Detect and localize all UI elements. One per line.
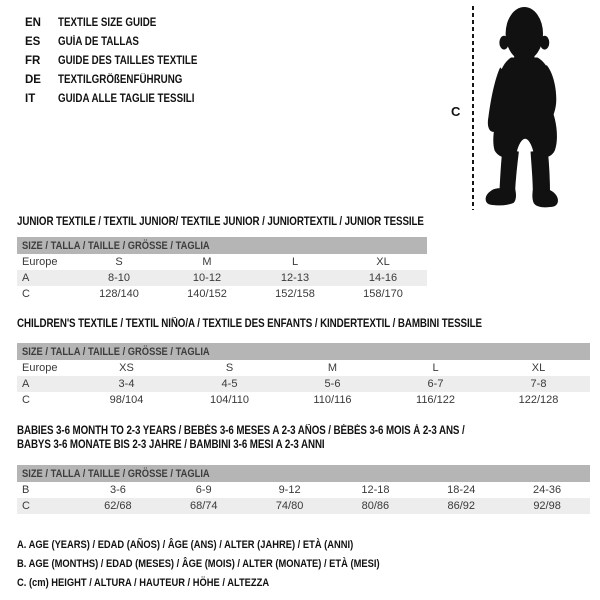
footnote-text: C. (cm) HEIGHT / ALTURA / HAUTEUR / HÖHE / ALTEZZA bbox=[17, 576, 270, 589]
section-junior-textile bbox=[17, 216, 427, 302]
table-cell: 12-18 bbox=[361, 484, 390, 496]
table-cell: 3-6 bbox=[109, 484, 126, 496]
language-guide-title bbox=[58, 55, 222, 67]
row-label: C bbox=[22, 394, 30, 406]
language-guide-title bbox=[58, 74, 204, 86]
section-babies-textile bbox=[17, 424, 590, 514]
language-guide-title bbox=[58, 36, 153, 48]
language-guide-title-text: TEXTILGRÖßENFÜHRUNG bbox=[58, 73, 183, 86]
table-cell: 5-6 bbox=[324, 378, 341, 390]
table-cell: 140/152 bbox=[187, 288, 227, 300]
row-label: C bbox=[22, 288, 30, 300]
table-row bbox=[17, 254, 427, 270]
table-cell: 92/98 bbox=[533, 500, 561, 512]
size-header-bar: SIZE / TALLA / TAILLE / GRÖSSE / TAGLIA bbox=[17, 343, 590, 360]
footnote-legend bbox=[17, 535, 444, 592]
language-guide-title-text: GUÍA DE TALLAS bbox=[58, 35, 139, 48]
size-table-children bbox=[17, 343, 590, 408]
height-measure-dashed-line bbox=[472, 6, 474, 210]
table-cell: 6-7 bbox=[427, 378, 444, 390]
table-cell: 68/74 bbox=[189, 500, 218, 512]
language-guide-title bbox=[58, 17, 174, 29]
table-cell: L bbox=[432, 362, 439, 374]
table-cell: L bbox=[291, 256, 299, 268]
footnote-line bbox=[17, 535, 444, 554]
footnote-text: B. AGE (MONTHS) / EDAD (MESES) / ÂGE (MOIS) / ALTER (MONATE) / ETÀ (MESI) bbox=[17, 557, 380, 570]
table-cell: XL bbox=[376, 256, 390, 268]
row-label: Europe bbox=[22, 256, 58, 268]
footnote-text: A. AGE (YEARS) / EDAD (AÑOS) / ÂGE (ANS) / ALTER (JAHRE) / ETÀ (ANNI) bbox=[17, 538, 354, 551]
section-children-textile bbox=[17, 318, 590, 408]
table-cell: 152/158 bbox=[275, 288, 315, 300]
table-row bbox=[17, 498, 590, 514]
height-measure-label: C bbox=[451, 104, 461, 119]
language-row bbox=[25, 13, 222, 32]
table-cell: M bbox=[327, 362, 338, 374]
size-header-bar: SIZE / TALLA / TAILLE / GRÖSSE / TAGLIA bbox=[17, 465, 590, 482]
language-guide-title bbox=[58, 93, 219, 105]
language-code: FR bbox=[25, 54, 41, 67]
row-label: A bbox=[22, 378, 30, 390]
language-code: ES bbox=[25, 35, 41, 48]
table-cell: 80/86 bbox=[361, 500, 390, 512]
language-row bbox=[25, 89, 222, 108]
table-cell: 8-10 bbox=[107, 272, 131, 284]
language-row bbox=[25, 32, 222, 51]
table-row bbox=[17, 360, 590, 376]
table-cell: XL bbox=[531, 362, 546, 374]
table-cell: 116/122 bbox=[416, 394, 455, 406]
table-cell: 10-12 bbox=[192, 272, 222, 284]
table-row bbox=[17, 376, 590, 392]
size-table-babies bbox=[17, 465, 590, 514]
table-cell: M bbox=[202, 256, 212, 268]
size-table-junior bbox=[17, 237, 427, 302]
table-cell: 104/110 bbox=[210, 394, 249, 406]
table-cell: 24-36 bbox=[533, 484, 562, 496]
table-cell: 98/104 bbox=[109, 394, 144, 406]
language-code: EN bbox=[25, 16, 41, 29]
footnote-line bbox=[17, 573, 444, 592]
table-cell: 110/116 bbox=[313, 394, 352, 406]
table-cell: 12-13 bbox=[280, 272, 310, 284]
table-cell: 62/68 bbox=[104, 500, 132, 512]
table-cell: 128/140 bbox=[99, 288, 139, 300]
table-cell: 86/92 bbox=[447, 500, 475, 512]
language-row bbox=[25, 70, 222, 89]
table-cell: 4-5 bbox=[221, 378, 238, 390]
table-cell: 7-8 bbox=[530, 378, 547, 390]
language-row bbox=[25, 51, 222, 70]
row-label: C bbox=[22, 500, 30, 512]
baby-silhouette-image bbox=[483, 6, 575, 209]
language-guide-title-text: TEXTILE SIZE GUIDE bbox=[58, 16, 157, 29]
table-row bbox=[17, 270, 427, 286]
table-body bbox=[17, 254, 427, 302]
size-header-bar: SIZE / TALLA / TAILLE / GRÖSSE / TAGLIA bbox=[17, 237, 427, 254]
language-guide-title-text: GUIDE DES TAILLES TEXTILE bbox=[58, 54, 198, 67]
table-body bbox=[17, 482, 590, 514]
table-cell: 74/80 bbox=[275, 500, 304, 512]
language-code: IT bbox=[25, 92, 36, 105]
table-cell: 18-24 bbox=[447, 484, 476, 496]
table-cell: XS bbox=[119, 362, 134, 374]
language-title-list bbox=[25, 13, 222, 108]
footnote-line bbox=[17, 554, 444, 573]
row-label: Europe bbox=[22, 362, 58, 374]
language-code: DE bbox=[25, 73, 41, 86]
row-label: A bbox=[22, 272, 30, 284]
table-cell: 9-12 bbox=[278, 484, 301, 496]
language-guide-title-text: GUIDA ALLE TAGLIE TESSILI bbox=[58, 92, 195, 105]
section-title: CHILDREN'S TEXTILE / TEXTIL NIÑO/A / TEXTILE DES ENFANTS / KINDERTEXTIL / BAMBINI TESSILE bbox=[17, 318, 482, 330]
table-row bbox=[17, 482, 590, 498]
table-cell: 14-16 bbox=[368, 272, 398, 284]
table-cell: 3-4 bbox=[118, 378, 135, 390]
section-title: BABIES 3-6 MONTH TO 2-3 YEARS / BEBÉS 3-6 MESES A 2-3 AÑOS / BÉBÉS 3-6 MOIS À 2-3 ANS / BABYS 3-6 MONATE BIS 2-3 JAHRE / BAMBINI 3-6 MESI A 2-3 ANNI bbox=[17, 425, 465, 451]
table-cell: 6-9 bbox=[195, 484, 212, 496]
table-cell: S bbox=[115, 256, 123, 268]
table-body bbox=[17, 360, 590, 408]
table-cell: 158/170 bbox=[363, 288, 403, 300]
table-cell: 122/128 bbox=[518, 394, 559, 406]
row-label: B bbox=[22, 484, 30, 496]
table-row bbox=[17, 286, 427, 302]
table-row bbox=[17, 392, 590, 408]
section-title: JUNIOR TEXTILE / TEXTIL JUNIOR/ TEXTILE JUNIOR / JUNIORTEXTIL / JUNIOR TESSILE bbox=[17, 216, 424, 228]
table-cell: S bbox=[225, 362, 234, 374]
